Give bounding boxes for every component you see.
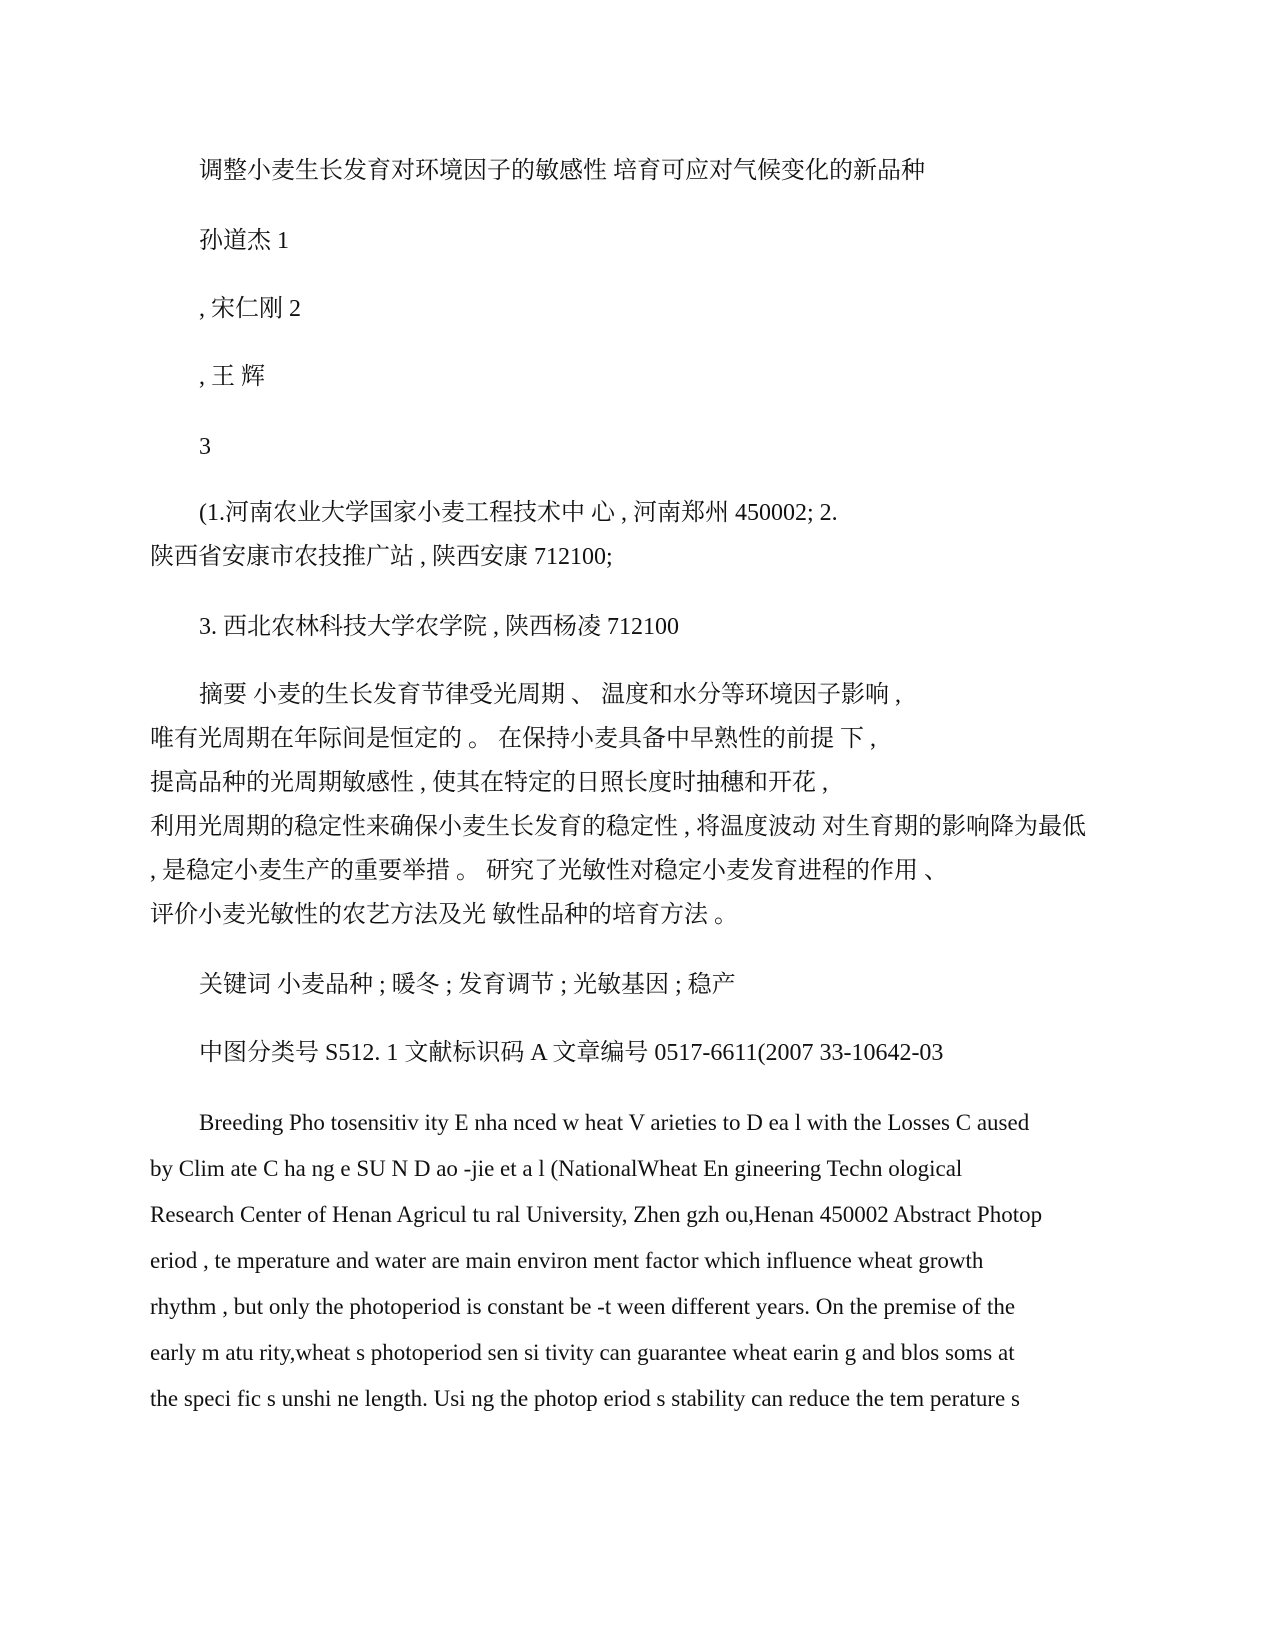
author-line: , 宋仁刚 2	[199, 296, 301, 322]
affiliation-line: 陕西省安康市农技推广站 , 陕西安康 712100;	[150, 544, 613, 570]
abstract-en-line: Breeding Pho tosensitiv ity E nha nced w heat V arieties to D ea l with the Losses C aused	[199, 1110, 1030, 1135]
abstract-en-line: early m atu rity,wheat s photoperiod sen si tivity can guarantee wheat earin g and blos soms at	[150, 1340, 1015, 1365]
abstract-en-line: Research Center of Henan Agricul tu ral University, Zhen gzh ou,Henan 450002 Abstract Photop	[150, 1202, 1043, 1227]
author-line: 孙道杰 1	[199, 228, 289, 254]
abstract-cn-line: 评价小麦光敏性的农艺方法及光 敏性品种的培育方法 。	[150, 902, 738, 928]
abstract-en-line: by Clim ate C ha ng e SU N D ao -jie et a l (NationalWheat En gineering Techn ological	[150, 1156, 963, 1181]
author-line: 3	[199, 434, 211, 460]
abstract-cn-line: 提高品种的光周期敏感性 , 使其在特定的日照长度时抽穗和开花 ,	[150, 770, 828, 796]
abstract-cn-line: 摘要 小麦的生长发育节律受光周期 、 温度和水分等环境因子影响 ,	[199, 682, 901, 708]
classification-line: 中图分类号 S512. 1 文献标识码 A 文章编号 0517-6611(2007 33-10642-03	[199, 1040, 944, 1066]
abstract-en-line: the speci fic s unshi ne length. Usi ng the photop eriod s stability can reduce the tem perature s	[150, 1386, 1020, 1411]
affiliation-line: 3. 西北农林科技大学农学院 , 陕西杨凌 712100	[199, 614, 679, 640]
affiliation-line: (1.河南农业大学国家小麦工程技术中 心 , 河南郑州 450002; 2.	[199, 500, 838, 526]
abstract-cn-line: , 是稳定小麦生产的重要举措 。 研究了光敏性对稳定小麦发育进程的作用 、	[150, 858, 948, 884]
keywords: 关键词 小麦品种 ; 暖冬 ; 发育调节 ; 光敏基因 ; 稳产	[199, 972, 736, 998]
abstract-cn-line: 唯有光周期在年际间是恒定的 。 在保持小麦具备中早熟性的前提 下 ,	[150, 726, 876, 752]
abstract-en-line: eriod , te mperature and water are main environ ment factor which influence wheat growth	[150, 1248, 984, 1273]
abstract-en-line: rhythm , but only the photoperiod is constant be -t ween different years. On the premise of the	[150, 1294, 1016, 1319]
paper-title: 调整小麦生长发育对环境因子的敏感性 培育可应对气候变化的新品种	[199, 158, 925, 184]
author-line: , 王 辉	[199, 364, 265, 390]
abstract-cn-line: 利用光周期的稳定性来确保小麦生长发育的稳定性 , 将温度波动 对生育期的影响降为最低	[150, 814, 1086, 840]
